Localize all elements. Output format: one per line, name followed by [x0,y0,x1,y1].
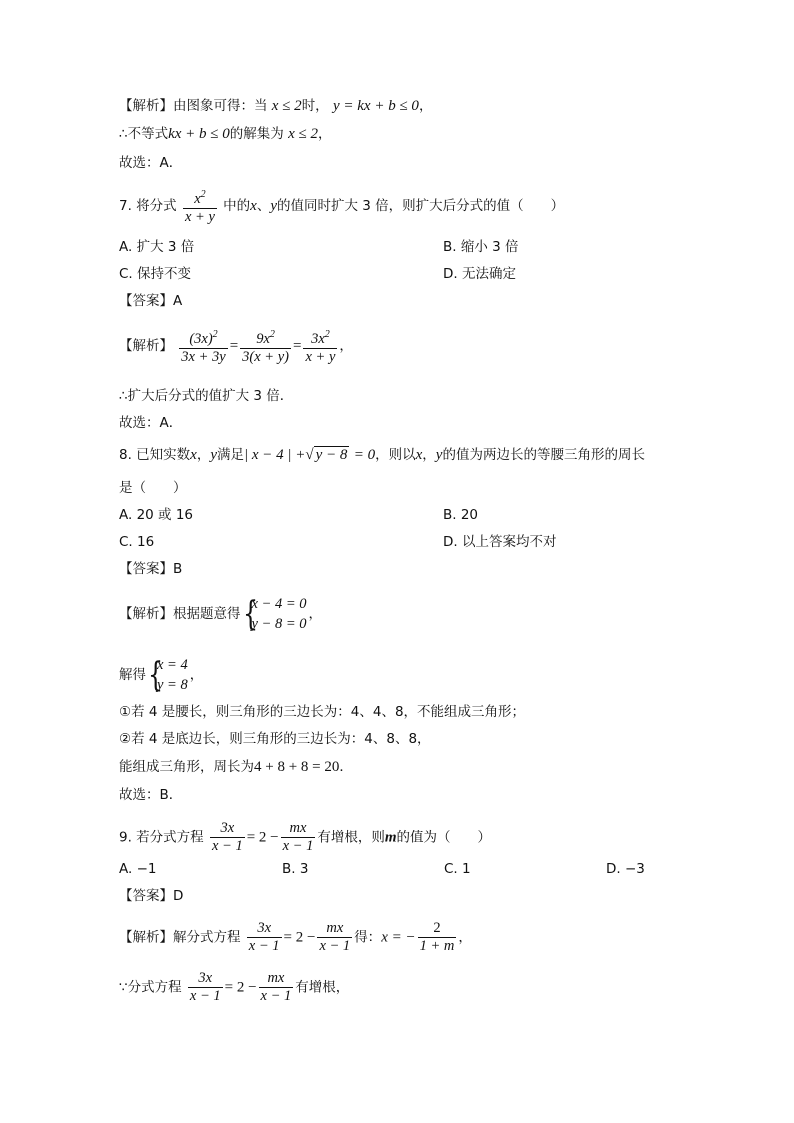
denominator: x − 1 [282,838,314,854]
text: ， [196,447,211,463]
fraction [281,820,316,855]
equals: = [229,337,239,354]
numerator: 3x [257,920,271,936]
analysis-line-1 [119,97,432,115]
math: = 0 [353,447,376,463]
numerator: 9x [256,330,270,347]
numerator: mx [326,920,344,936]
option-c: C. 保持不变 [119,266,192,282]
option-c: C. 16 [119,534,155,550]
option-a: A. 20 或 16 [119,507,194,523]
question-text: 8. 已知实数 [119,447,191,463]
brace-icon: { [242,594,258,634]
solution-line-2 [119,655,203,695]
answer: 【答案】D [119,888,184,904]
analysis-line-2 [119,125,331,143]
equation: x − 4 = 0 [251,596,307,612]
answer: 【答案】A [119,293,183,309]
radicand: y − 8 [315,447,348,463]
brace-icon: { [148,655,164,695]
solution-line-1 [119,326,353,366]
fraction [317,920,352,955]
text: ∴不等式 [119,126,169,142]
text: 的值同时扩大 3 倍，则扩大后分式的值（ ） [277,197,565,214]
math: y [270,197,278,214]
text: 由图象可得：当 [173,98,268,114]
text: ， [189,667,204,683]
math: m [384,829,397,846]
math: = 2 − [246,829,279,846]
question-text: 9. 若分式方程 [119,829,204,846]
text: ∵分式方程 [119,979,182,996]
text: 的解集为 [229,126,284,142]
equation: y − 8 = 0 [251,616,307,632]
numerator: 3x [198,970,213,986]
analysis-tag: 【解析】 [119,98,173,114]
numerator: 3x [311,330,325,347]
solution-line-4: ②若 4 是底边长，则三角形的三边长为：4、8、8， [119,731,431,747]
math: 4 + 8 + 8 = 20 [254,759,340,775]
option-a: A. −1 [119,861,157,877]
solution-line-3: 故选：A． [119,415,183,431]
text: ， [422,447,436,463]
text: 时， [301,98,329,114]
equation: x = 4 [157,657,188,673]
solution-line-3: ①若 4 是腰长，则三角形的三边长为：4、4、8，不能组成三角形； [119,704,526,720]
square-root: √ y − 8 [305,447,348,463]
exponent: 2 [324,329,330,340]
text: ，则以 [375,447,416,463]
text: 根据题意得 [173,606,241,622]
solution-line-5 [119,758,353,776]
denominator: x − 1 [248,938,280,954]
text: ， [308,606,323,622]
question-8 [119,446,645,464]
denominator: 1 + m [419,938,455,954]
text: 的值为两边长的等腰三角形的周长 [442,447,645,463]
exponent: 2 [212,329,218,340]
option-b: B. 20 [443,507,479,523]
denominator: 3(x + y) [242,348,289,365]
text: 满足 [217,447,245,463]
analysis-tag: 【解析】 [119,337,173,354]
text: 、 [256,197,271,214]
math: kx + b ≤ 0 [168,126,230,142]
math: x [190,447,197,463]
math: y [210,447,218,463]
solution-line-2 [119,970,349,1005]
text: 中的 [223,197,251,214]
denominator: x + y [184,208,215,225]
math: | x − 4 | + [244,447,306,463]
math: y [435,447,443,463]
option-a: A. 扩大 3 倍 [119,239,195,255]
analysis-line-3: 故选：A． [119,155,183,171]
solution-line-1 [119,920,472,955]
fraction [259,970,294,1005]
question-text: 7. 将分式 [119,197,177,214]
numerator: mx [267,970,285,986]
solution-line-6: 故选：B． [119,787,183,803]
exponent: 2 [200,189,206,200]
math: = 2 − [224,979,257,996]
question-7 [119,186,564,226]
numerator: mx [289,820,307,836]
fraction [183,186,217,226]
equation-system [243,594,307,634]
question-8-cont: 是（ ） [119,480,187,496]
text: 的值为（ ） [396,829,492,846]
math: x ≤ 2 [288,126,318,142]
equation: y = 8 [157,677,188,693]
text: 解分式方程 [173,929,241,946]
denominator: x − 1 [260,988,292,1004]
option-d: D. 以上答案均不对 [443,534,557,550]
fraction [247,920,282,955]
text: 有增根，则 [317,829,385,846]
denominator: x + y [305,348,336,365]
option-b: B. 3 [282,861,309,877]
text: ． [339,759,353,775]
option-d: D. 无法确定 [443,266,516,282]
option-d: D. −3 [606,861,645,877]
denominator: x − 1 [319,938,351,954]
math: y = kx + b ≤ 0 [332,98,419,114]
text: 有增根， [295,979,350,996]
fraction [210,820,245,855]
question-9 [119,820,491,855]
solution-line-2: ∴扩大后分式的值扩大 3 倍． [119,388,294,404]
denominator: 3x + 3y [181,348,226,365]
math: x [415,447,423,463]
fraction [179,326,227,366]
exponent: 2 [269,329,275,340]
answer: 【答案】B [119,561,183,577]
text: 解得 [119,667,146,683]
analysis-tag: 【解析】 [119,929,173,946]
analysis-tag: 【解析】 [119,606,173,622]
fraction [240,326,291,366]
numerator: x [194,190,201,207]
numerator: 3x [220,820,235,836]
numerator: (3x) [189,330,213,347]
text: ， [339,337,353,354]
fraction [303,326,337,366]
option-c: C. 1 [444,861,471,877]
math: = 2 − [283,929,316,946]
math: x = − [381,929,416,946]
fraction [418,920,457,955]
denominator: x − 1 [211,838,243,854]
math: x ≤ 2 [271,98,302,114]
solution-line-1 [119,594,322,634]
text: ， [418,98,433,114]
denominator: x − 1 [189,988,221,1004]
text: 能组成三角形，周长为 [119,759,254,775]
numerator: 2 [433,920,441,936]
text: ， [317,126,332,142]
equals: = [293,337,302,354]
option-b: B. 缩小 3 倍 [443,239,519,255]
equation-system [148,655,188,695]
fraction [188,970,223,1005]
text: 得： [354,929,382,946]
text: ， [458,929,472,946]
math: x [250,197,257,214]
